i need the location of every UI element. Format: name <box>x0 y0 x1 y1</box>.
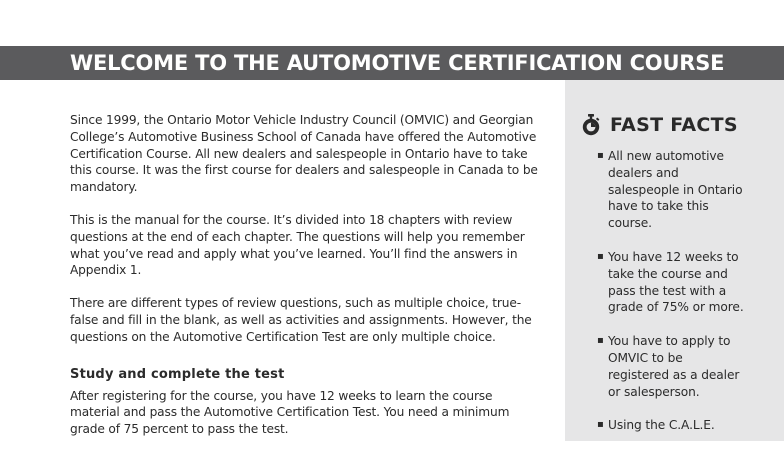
list-item-text: All new automotive dealers and salespeople in Ontario have to take this course. <box>608 149 743 231</box>
list-item-text: You have to apply to OMVIC to be registered as a dealer or salesperson. <box>608 334 740 399</box>
bullet-icon: ▪ <box>597 250 604 262</box>
test-paragraph: After registering for the course, you have 12 weeks to learn the course material and pass the Automotive Certification Test. You need a minimum grade of 75 percent to pass the test. <box>70 388 510 437</box>
bullet-icon: ▪ <box>597 335 604 347</box>
section-heading: Study and complete the test <box>70 366 285 382</box>
list-item <box>597 148 747 232</box>
fast-facts-header <box>581 114 738 136</box>
header-banner <box>0 46 784 80</box>
list-item-text: You have 12 weeks to take the course and pass the test with a grade of 75% or more. <box>608 249 744 315</box>
list-item <box>597 333 747 400</box>
intro-paragraph: Since 1999, the Ontario Motor Vehicle Industry Council (OMVIC) and Georgian College’s Automotive Business School of Canada have offered the Automotive Certification Course. All new dealers and salespeople in Ontario have to take this course. It was the first course for dealers and salespeople in Canada to be mandatory. <box>70 113 538 195</box>
list-item-text: Using the C.A.L.E. <box>608 418 715 433</box>
bullet-icon: ▪ <box>597 150 604 161</box>
fast-facts-title: FAST FACTS <box>610 114 738 136</box>
bullet-icon: ▪ <box>597 419 604 431</box>
page-title: WELCOME TO THE AUTOMOTIVE CERTIFICATION COURSE <box>70 51 725 75</box>
fast-facts-list <box>597 148 747 441</box>
fast-facts-sidebar <box>565 80 784 441</box>
stopwatch-icon <box>581 114 601 136</box>
manual-paragraph: This is the manual for the course. It’s divided into 18 chapters with review questions at the end of each chapter. The questions will help you remember what you’ve read and apply what you’ve learned. You’ll find the answers in Appendix 1. <box>70 212 525 278</box>
main-content <box>70 112 538 454</box>
question-types-paragraph: There are different types of review questions, such as multiple choice, true-false and fill in the blank, as well as activities and assignments. However, the questions on the Automotive Certification Test are only multiple choice. <box>70 296 532 344</box>
list-item <box>597 417 747 434</box>
list-item <box>597 249 747 316</box>
